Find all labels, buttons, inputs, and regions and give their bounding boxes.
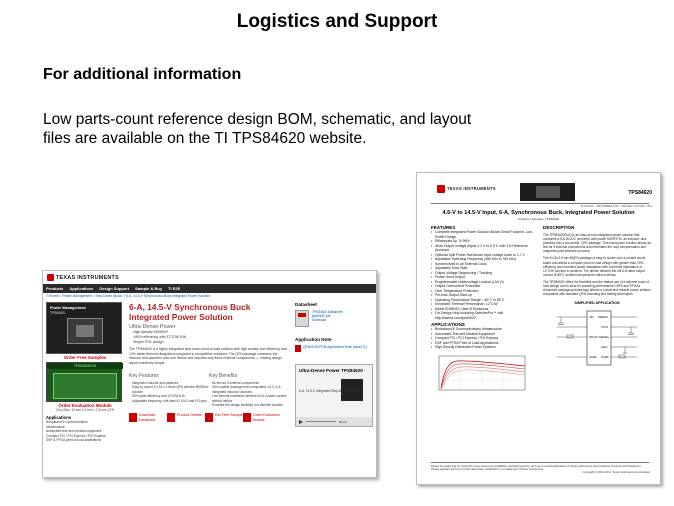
datasheet-line: Download: [312, 318, 327, 323]
list-item: Automated test and medical equipment: [46, 429, 102, 434]
list-item: • Meets EN55022 Class B Emissions: [431, 307, 539, 312]
simplified-application-schematic: [547, 307, 647, 369]
nav-sample-buy[interactable]: Sample & Buy: [135, 286, 163, 291]
applications-heading: Applications: [46, 415, 72, 420]
pin-label: PWRGD: [598, 316, 608, 320]
datasheet-header-logo: [437, 185, 496, 193]
list-item: • Optional Split Power Rail allows Input voltage down to 1.7 V: [431, 253, 539, 258]
website-main-column: [129, 302, 289, 422]
get-free-sample-button[interactable]: [205, 413, 243, 422]
slide-title: Logistics and Support: [236, 11, 438, 32]
pm-box-title: Power Management: [50, 306, 86, 310]
nav-e2e[interactable]: TI E2E: [168, 286, 181, 291]
list-item: • Wide-Output Voltage Adjust 1.2 V to 5.5 V, with 1% Reference Accuracy: [431, 244, 539, 253]
website-left-column: [46, 302, 124, 443]
nav-products[interactable]: Products: [46, 286, 64, 291]
play-icon[interactable]: [299, 420, 303, 424]
ti-logo[interactable]: [47, 274, 119, 281]
list-item: Broadband & Communication: [46, 420, 88, 424]
list-item: • Synchronizes to an External Clock: [431, 262, 539, 267]
list-item: • Broadband & Communications Infrastructure: [431, 327, 539, 332]
list-item: • Programmable Undervoltage Lockout (UVLO): [431, 280, 539, 285]
download-icon: [129, 413, 137, 422]
key-benefits: [209, 373, 289, 407]
efficiency-graph: [431, 354, 531, 399]
features-benefits: [129, 373, 289, 407]
chip-image: [67, 318, 103, 344]
pin-label: SENSE+: [599, 336, 610, 340]
order-evaluation-module-button[interactable]: [243, 413, 281, 422]
pm-box-sub: TPS84620: [50, 311, 66, 315]
list-item: • Power Good Output: [431, 275, 539, 280]
check-samples: Check for Samples: TPS84620: [517, 217, 560, 221]
ti-logo-icon: [47, 274, 54, 281]
product-subtitle: Ultra-Dense Power: [129, 324, 176, 330]
ti-logo-text: TEXAS INSTRUMENTS: [56, 274, 119, 281]
sample-icon: [205, 413, 213, 422]
datasheet-link[interactable]: [295, 310, 375, 327]
pin-label: VIN: [589, 316, 594, 320]
list-item: • Compact PCI / PCI Express / PXI Express: [431, 336, 539, 341]
datasheet-left-column: [431, 223, 539, 404]
bullet-item: >90% efficiency with 12°C/W θJA: [133, 335, 187, 339]
description-heading: DESCRIPTION: [543, 225, 575, 230]
list-item: • DSP and FPGA Point of Load Applications: [431, 341, 539, 346]
applications-list: [46, 420, 124, 443]
datasheet-thumbnail: [416, 172, 661, 485]
breadcrumb[interactable]: TI Home > Power Management > Step-Down (Buck) > 6-A, 14.5-V Synchronous Buck Integrated Power Solution: [46, 294, 211, 298]
eval-banner: TPS84620EVM: [47, 363, 123, 369]
order-free-samples-link[interactable]: Order Free Samples: [63, 355, 107, 360]
video-time: 00:00: [339, 419, 347, 424]
body-text: Low parts-count reference design BOM, schematic, and layout files are available on the TI TPS84620 website.: [43, 111, 472, 147]
nav-design-support[interactable]: Design Support: [99, 286, 130, 291]
list-item: • For Design Help including SwitcherPro™ visit http://www.ti.com/tps84620: [431, 311, 539, 320]
divider: [431, 462, 649, 463]
subheading: For additional information: [43, 66, 242, 83]
list-item: 93% peak efficiency and 12°C/W θJA: [132, 394, 185, 399]
list-item: • Complete Integrated Power Solution Allows Small Footprint, Low-Profile Design: [431, 230, 539, 239]
power-management-image[interactable]: [46, 302, 122, 354]
description-paragraph: The TPS84620RUQ is an easy-to-use integrated power solution that combines a 6-A DC/DC converter with power MOSFETs, an inductor, and passives into a low profile, QFN package. This total power solution allows as few as 3 external components and eliminates the loop compensation and magnetics part selection process.: [543, 233, 651, 254]
document-meta: SLVSA53A – SEPTEMBER 2010 – REVISED JANUARY 2011: [580, 205, 652, 208]
chip-size-text: Chip Size: 15 mm x 9 mm x 2.8 mm QFN: [55, 408, 115, 412]
key-features-heading: Key Features: [129, 373, 159, 379]
list-item: • Output Voltage Sequencing / Tracking: [431, 271, 539, 276]
website-header: [43, 271, 376, 284]
list-item: DSP & FPGA point-of-load applications: [46, 438, 102, 443]
video-player[interactable]: [295, 364, 373, 427]
datasheet-title: 4.5-V to 14.5-V Input, 6-A, Synchronous Buck, Integrated Power Solution: [442, 210, 635, 216]
datasheet-right-column: [543, 223, 651, 374]
order-evaluation-module-link[interactable]: Order Evaluation Module: [58, 403, 112, 408]
list-item: • Adjustable Slow-Start: [431, 266, 539, 271]
product-title: 6-A, 14.5-V Synchronous Buck Integrated Power Solution: [129, 302, 251, 322]
video-title: Ultra-Dense Power TPS84620: [299, 368, 363, 373]
list-item: • Over Temperature Protection: [431, 289, 539, 294]
document-icon: [295, 345, 301, 352]
video-description: 6-A, 14.5-V Integrated Step-Down Solution: [299, 389, 360, 393]
features-heading: FEATURES: [431, 225, 456, 230]
application-note-text: QFN/SON PCB Application Note (slua271): [303, 345, 367, 349]
evaluation-module-image[interactable]: [46, 362, 122, 402]
key-benefits-heading: Key Benefits: [209, 373, 238, 379]
simplified-application-heading: SIMPLIFIED APPLICATION: [574, 301, 620, 306]
list-item: • Operating Temperature Range: –40°C to 85°C: [431, 298, 539, 303]
website-thumbnail: [42, 270, 377, 478]
part-number: TPS84620: [628, 190, 652, 196]
application-note-heading: Application Note: [295, 337, 332, 342]
bullet-item: High density 900W/in³: [133, 330, 169, 334]
video-progress-bar[interactable]: [306, 421, 336, 423]
list-item: Integrated inductor and passives: [132, 381, 179, 385]
resistor: [619, 355, 625, 358]
details-icon: [167, 413, 175, 422]
description-paragraph: The 9×15×2.8 mm BQFN package is easy to solder onto a printed circuit board and allows a compact point-of-load design with greater than 90% efficiency and excellent power dissipation with a thermal impedance of 12°C/W junction to ambient. The device delivers the full 6-A rated output current at 85°C ambient temperature without airflow.: [543, 256, 646, 277]
resource-links: [129, 413, 289, 422]
product-details-button[interactable]: [167, 413, 205, 422]
list-item: • Adjustable Switching Frequency (480 kHz to 780 kHz): [431, 257, 539, 262]
key-features: [129, 373, 209, 407]
list-item: Infrastructure: [46, 424, 65, 429]
list-item: Adjustable frequency, soft start & UVLO and PG pins: [132, 398, 207, 403]
bullet-item: Simple POL design: [133, 340, 164, 344]
pin-label: VADJ: [601, 346, 608, 350]
datasheet-line: TPS84620 Datasheet: [312, 310, 343, 314]
video-controls: [296, 417, 372, 426]
ti-logo-text: TEXAS INSTRUMENTS: [447, 185, 496, 191]
list-item: 40% smaller package than competitive 12-V, 6-A integrated inductor solutions: [212, 385, 281, 394]
nav-applications[interactable]: Applications: [69, 286, 94, 291]
website-right-column: [295, 302, 375, 427]
list-item: Compact PCI / PCI Express / PXI Express: [46, 433, 106, 438]
list-item: • High Density Distributed Power Systems: [431, 345, 539, 350]
applications-heading: APPLICATIONS: [431, 322, 465, 327]
list-item: As few as 3 external components: [212, 381, 259, 385]
list-item: • Enhanced Thermal Performance: 12°C/W: [431, 302, 539, 307]
resource-label: Download Datasheet: [139, 413, 156, 422]
product-photo: [520, 183, 575, 201]
features-list: [431, 230, 539, 320]
description-paragraph: The TPS84620 offers the flexibility and the feature-set of a discrete point-of-load design and is ideal for powering performance DSPs and FPGAs. Advanced packaging technology affords a robust and reliable power solution compatible with standard QFN mounting and testing techniques.: [543, 279, 651, 297]
download-datasheet-button[interactable]: [129, 413, 167, 422]
product-bullets: [129, 330, 289, 345]
list-item: Provides the design flexibility of a discrete solution: [212, 403, 284, 408]
footer-note: Please be aware that an important notice concerning availability, standard warranty, and use in critical applications of Texas Instruments semiconductor products and disclaimers thereto appears at the end of this data sheet. SwitcherPro is a trademark of Texas Instruments.: [431, 465, 641, 472]
eval-board-image: [53, 373, 117, 399]
pin-label: AGND: [589, 356, 597, 360]
list-item: • Efficiencies Up To 96%: [431, 239, 539, 244]
datasheet-heading: Datasheet: [295, 302, 317, 307]
datasheet-line: tps84620.pdf: [312, 314, 331, 319]
list-item: • Automated Test and Medical Equipment: [431, 332, 539, 337]
list-item: • Pre-bias Output Start-up: [431, 293, 539, 298]
module-icon: [243, 413, 251, 422]
product-description: The TPS84620 is a highly integrated step-down point-of-load solution with high density and efficiency and 12% better thermal dissipation compared to competitive solutions. The QFN package combines the inductor and passives onto one device and requires only three external components — making design layout extremely simple.: [129, 347, 288, 365]
pin-label: RT/CLK: [589, 336, 599, 340]
pin-label: PGND: [601, 356, 609, 360]
applications-list: [431, 327, 539, 350]
application-note-link[interactable]: [295, 345, 375, 352]
datasheet-text: [312, 310, 342, 327]
resource-label: Order Evaluation Module: [253, 413, 280, 422]
resource-label: Product Details: [177, 413, 202, 418]
pin-label: VOUT: [601, 326, 609, 330]
resource-label: Get Free Sample: [215, 413, 243, 418]
website-nav: [43, 284, 376, 293]
copyright: Copyright © 2010–2011, Texas Instruments Incorporated: [582, 471, 650, 474]
ti-logo-icon: [437, 185, 445, 193]
pdf-icon: [295, 310, 309, 327]
list-item: Low thermal resistance delivers full 6-A rated current without airflow: [212, 394, 287, 403]
list-item: • Output Overcurrent Protection: [431, 284, 539, 289]
resistor: [567, 335, 573, 338]
list-item: Easy-to-mount 9 x 15 x 2.8mm QFN delivers 900W/in³ solution: [132, 385, 209, 394]
divider: [431, 203, 649, 204]
